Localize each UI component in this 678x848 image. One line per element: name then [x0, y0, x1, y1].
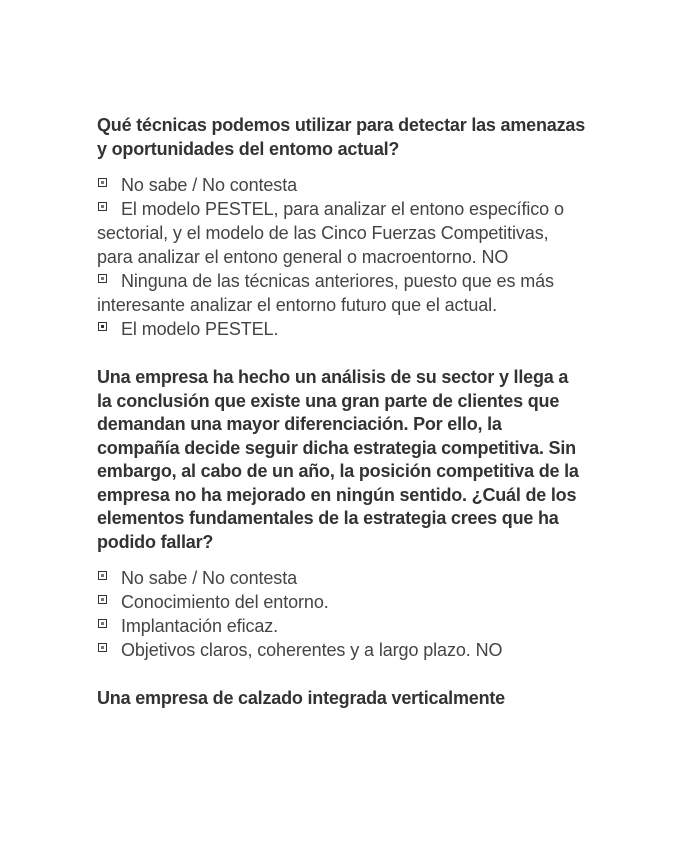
option-2-1[interactable] — [97, 566, 587, 590]
option-label: No sabe / No contesta — [121, 568, 298, 588]
option-label: Implantación eficaz. — [121, 616, 279, 636]
checkbox-icon[interactable] — [98, 619, 107, 628]
checkbox-icon[interactable] — [98, 202, 107, 211]
option-label: No sabe / No contesta — [121, 175, 298, 195]
checkbox-icon[interactable] — [98, 178, 107, 187]
option-1-1[interactable] — [97, 173, 587, 197]
question-1: Qué técnicas podemos utilizar para detectar las amenazas y oportunidades del entomo actual? — [97, 115, 586, 159]
checkbox-icon[interactable] — [98, 571, 107, 580]
option-label: Ninguna de las técnicas anteriores, puesto que es más interesante analizar el entorno futuro que el actual. — [97, 271, 554, 315]
option-1-2[interactable] — [97, 197, 587, 269]
option-label: Objetivos claros, coherentes y a largo plazo. NO — [121, 640, 503, 660]
option-2-2[interactable] — [97, 590, 587, 614]
checkbox-icon[interactable] — [98, 595, 107, 604]
question-2: Una empresa ha hecho un análisis de su sector y llega a la conclusión que existe una gran parte de clientes que demandan una mayor diferenciación. Por ello, la compañía decide seguir dicha estrategia competitiva. Sin embargo, al cabo de un año, la posición competitiva de la empresa no ha mejorado en ningún sentido. ¿Cuál de los elementos fundamentales de la estrategia crees que ha podido fallar? — [97, 367, 579, 552]
option-2-4[interactable] — [97, 638, 587, 662]
question-2-options — [97, 566, 587, 662]
question-1-options — [97, 173, 587, 341]
checkbox-icon[interactable] — [98, 643, 107, 652]
option-label: El modelo PESTEL, para analizar el entono específico o sectorial, y el modelo de las Cinco Fuerzas Competitivas, para analizar el entono general o macroentorno. NO — [97, 199, 564, 267]
question-3: Una empresa de calzado integrada verticalmente — [97, 688, 505, 708]
option-label: Conocimiento del entorno. — [121, 592, 329, 612]
option-2-3[interactable] — [97, 614, 587, 638]
checkbox-icon[interactable] — [98, 274, 107, 283]
option-1-4[interactable] — [97, 317, 587, 341]
checked-checkbox-icon[interactable] — [98, 322, 107, 331]
document-body — [97, 114, 587, 723]
option-1-3[interactable] — [97, 269, 587, 317]
option-label: El modelo PESTEL. — [121, 319, 279, 339]
